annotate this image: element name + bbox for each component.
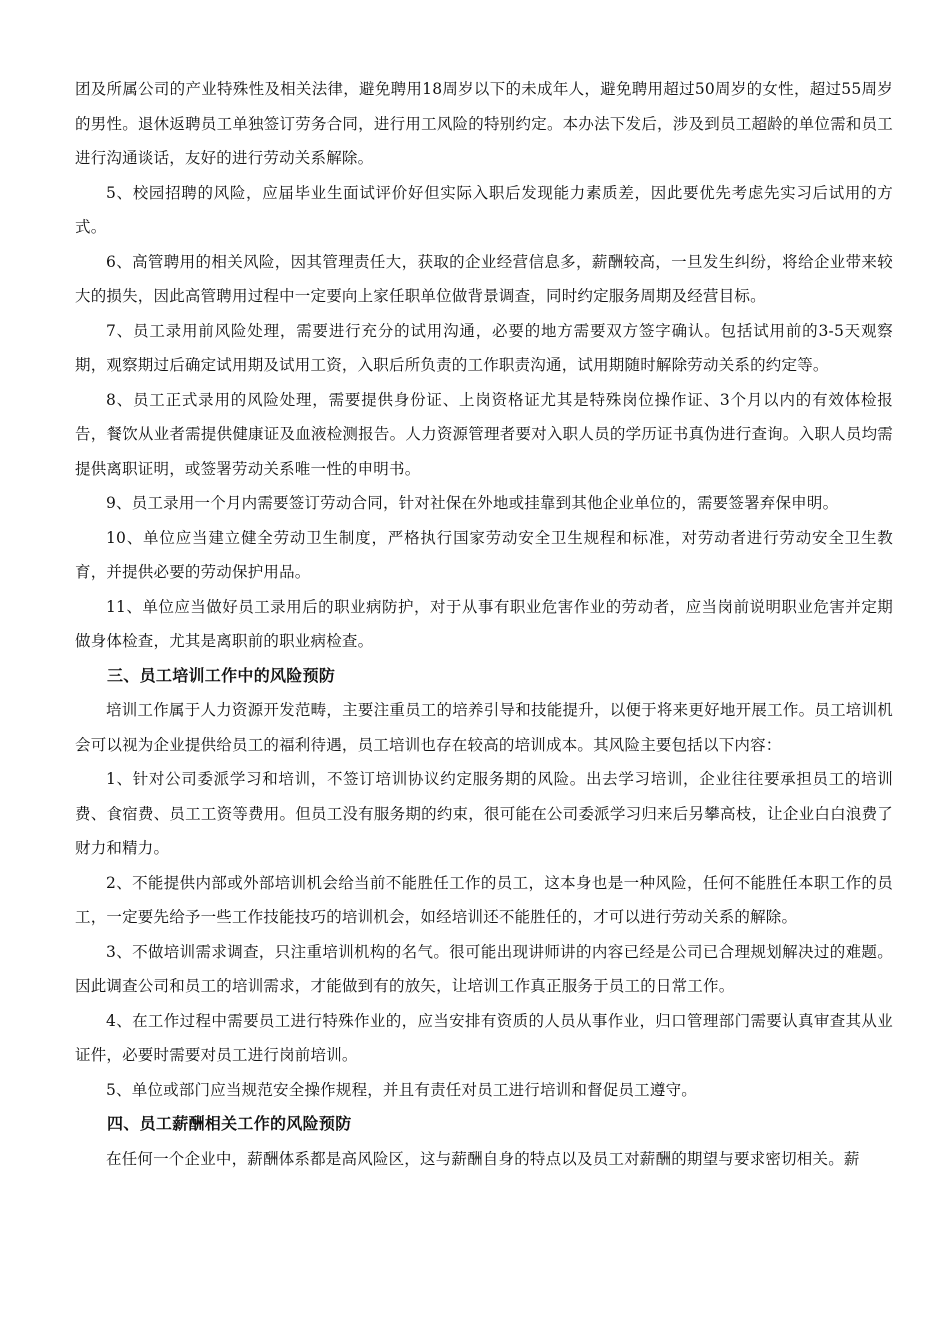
paragraph-item-11: 11、单位应当做好员工录用后的职业病防护，对于从事有职业危害作业的劳动者，应当岗前说明职业危害并定期做身体检查，尤其是离职前的职业病检查。 <box>75 597 893 650</box>
paragraph-training-intro: 培训工作属于人力资源开发范畴，主要注重员工的培养引导和技能提升，以便于将来更好地开展工作。员工培训机会可以视为企业提供给员工的福利待遇，员工培训也存在较高的培训成本。其风险主要包括以下内容： <box>75 701 893 754</box>
paragraph-item-7: 7、员工录用前风险处理，需要进行充分的试用沟通，必要的地方需要双方签字确认。包括试用前的3-5天观察期，观察期过后确定试用期及试用工资，入职后所负责的工作职责沟通，试用期随时解除劳动关系的约定等。 <box>75 321 893 374</box>
document-page <box>75 72 893 1176</box>
paragraph-item-5: 5、校园招聘的风险，应届毕业生面试评价好但实际入职后发现能力素质差，因此要优先考虑先实习后试用的方式。 <box>75 183 893 236</box>
section-heading-salary: 四、员工薪酬相关工作的风险预防 <box>107 1114 352 1133</box>
paragraph-item-9: 9、员工录用一个月内需要签订劳动合同，针对社保在外地或挂靠到其他企业单位的，需要签署弃保申明。 <box>106 494 839 512</box>
paragraph-continuation: 团及所属公司的产业特殊性及相关法律，避免聘用18周岁以下的未成年人，避免聘用超过50周岁的女性，超过55周岁的男性。退休返聘员工单独签订劳务合同，进行用工风险的特别约定。本办法下发后，涉及到员工超龄的单位需和员工进行沟通谈话，友好的进行劳动关系解除。 <box>75 80 893 167</box>
paragraph-item-10: 10、单位应当建立健全劳动卫生制度，严格执行国家劳动安全卫生规程和标准，对劳动者进行劳动安全卫生教育，并提供必要的劳动保护用品。 <box>75 528 893 581</box>
paragraph-item-6: 6、高管聘用的相关风险，因其管理责任大，获取的企业经营信息多，薪酬较高，一旦发生纠纷，将给企业带来较大的损失，因此高管聘用过程中一定要向上家任职单位做背景调查，同时约定服务周期及经营目标。 <box>75 252 893 305</box>
paragraph-training-1: 1、针对公司委派学习和培训，不签订培训协议约定服务期的风险。出去学习培训，企业往往要承担员工的培训费、食宿费、员工工资等费用。但员工没有服务期的约束，很可能在公司委派学习归来后另攀高枝，让企业白白浪费了财力和精力。 <box>75 770 893 857</box>
paragraph-training-5: 5、单位或部门应当规范安全操作规程，并且有责任对员工进行培训和督促员工遵守。 <box>106 1080 697 1099</box>
section-heading-training: 三、员工培训工作中的风险预防 <box>107 665 336 685</box>
paragraph-training-4: 4、在工作过程中需要员工进行特殊作业的，应当安排有资质的人员从事作业，归口管理部门需要认真审查其从业证件，必要时需要对员工进行岗前培训。 <box>75 1011 893 1064</box>
paragraph-training-3: 3、不做培训需求调查，只注重培训机构的名气。很可能出现讲师讲的内容已经是公司已合理规划解决过的难题。因此调查公司和员工的培训需求，才能做到有的放矢，让培训工作真正服务于员工的日常工作。 <box>75 942 893 995</box>
paragraph-salary-intro: 在任何一个企业中，薪酬体系都是高风险区，这与薪酬自身的特点以及员工对薪酬的期望与要求密切相关。薪 <box>106 1149 860 1168</box>
paragraph-training-2: 2、不能提供内部或外部培训机会给当前不能胜任工作的员工，这本身也是一种风险，任何不能胜任本职工作的员工，一定要先给予一些工作技能技巧的培训机会，如经培训还不能胜任的，才可以进行劳动关系的解除。 <box>75 873 893 926</box>
paragraph-item-8: 8、员工正式录用的风险处理，需要提供身份证、上岗资格证尤其是特殊岗位操作证、3个月以内的有效体检报告，餐饮从业者需提供健康证及血液检测报告。人力资源管理者要对入职人员的学历证书真伪进行查询。入职人员均需提供离职证明，或签署劳动关系唯一性的申明书。 <box>75 390 893 478</box>
